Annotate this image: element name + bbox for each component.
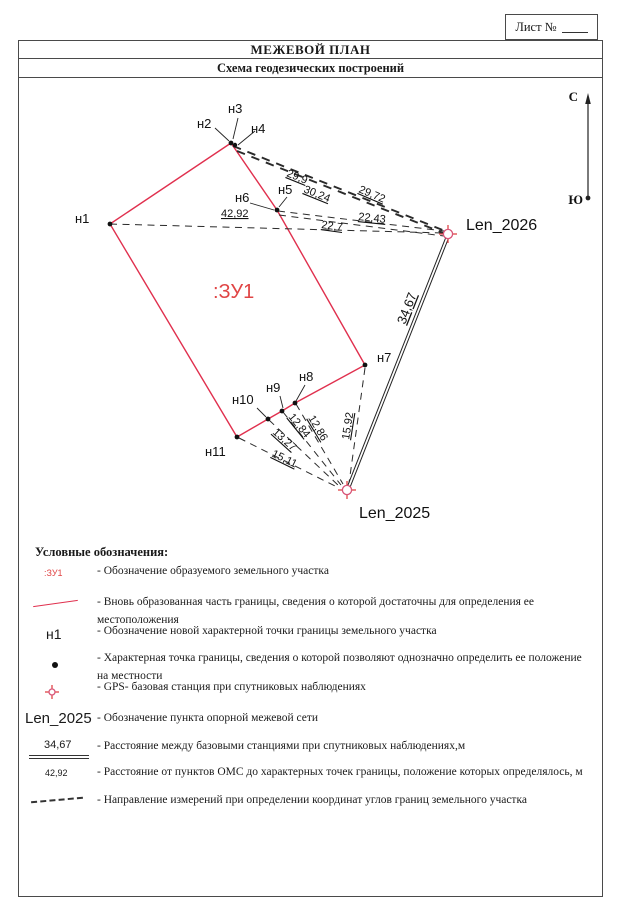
label-n2: н2: [197, 116, 212, 131]
dist-29-72: 29,72: [356, 183, 387, 206]
dist-22-7: 22,7: [320, 219, 344, 234]
sheet-number-label: Лист №: [515, 19, 557, 34]
legend-symbol-double-line-icon: [29, 755, 89, 759]
dist-15-11: 15,11: [269, 447, 299, 471]
compass-north-label: С: [568, 89, 578, 104]
dist-15-92: 15,92: [340, 411, 357, 441]
point-n11: [235, 435, 240, 440]
legend-title: Условные обозначения:: [35, 545, 169, 559]
label-n10: н10: [232, 392, 254, 407]
point-n2: [229, 141, 234, 146]
legend-text-characteristic-point: - Характерная точка границы, сведения о которой позволяют однозначно определить ее положение на местности: [97, 652, 582, 683]
legend-text-baseline-distance: - Расстояние между базовыми станциями при спутниковых наблюдениях,м: [97, 740, 466, 752]
legend-text-parcel: - Обозначение образуемого земельного участка: [97, 565, 329, 577]
document-subtitle: Схема геодезических построений: [18, 58, 603, 78]
label-n11: н11: [205, 444, 226, 459]
leader-n10: [257, 408, 266, 417]
legend-symbol-oms-distance: 42,92: [45, 768, 68, 778]
sheet-number-blank: [562, 22, 588, 33]
baseline-len2026-len2025: [347, 235, 450, 489]
leader-n6: [250, 203, 274, 210]
leader-n3: [233, 118, 238, 139]
label-n4: н4: [251, 121, 266, 136]
legend-symbol-parcel: :ЗУ1: [44, 568, 63, 578]
legend-symbol-station-name: Len_2025: [25, 710, 92, 727]
label-n7: н7: [377, 350, 392, 365]
ray-n8-len2025: [296, 404, 343, 484]
leader-n5: [279, 197, 287, 207]
point-n7: [363, 363, 368, 368]
point-n8: [293, 401, 298, 406]
leader-n2: [215, 128, 229, 141]
legend-text-new-boundary: - Вновь образованная часть границы, сведения о которой достаточны для определения ее местоположения: [97, 596, 535, 627]
point-n5-n6: [275, 208, 280, 213]
dist-13-27: 13,27: [269, 426, 299, 454]
gps-station-len2025-icon: [338, 481, 356, 499]
label-n8: н8: [299, 369, 314, 384]
legend-symbol-baseline-distance: 34,67: [44, 739, 72, 751]
leader-n9: [280, 396, 283, 408]
label-n9: н9: [266, 380, 281, 395]
label-n3: н3: [228, 101, 243, 116]
label-n6: н6: [235, 190, 250, 205]
north-arrowhead-icon: [585, 93, 591, 104]
label-n5: н5: [278, 182, 293, 197]
legend-text-station-name: - Обозначение пункта опорной межевой сети: [97, 712, 319, 724]
dist-22-43: 22,43: [357, 211, 387, 226]
compass-south-label: Ю: [568, 192, 583, 207]
point-n1: [108, 222, 113, 227]
label-n1: н1: [75, 211, 90, 226]
geodesic-scheme: [18, 78, 603, 540]
legend-text-measurement-direction: - Направление измерений при определении координат углов границ земельного участка: [97, 794, 527, 806]
ray-n2-len2026: [233, 146, 445, 231]
label-len2026: Len_2026: [466, 217, 538, 234]
point-n9: [280, 409, 285, 414]
north-arrow: [568, 89, 590, 207]
dist-29-9: 29,9: [284, 167, 310, 187]
legend-text-point-name: - Обозначение новой характерной точки границы земельного участка: [97, 625, 437, 637]
dist-12-84: 12,84: [285, 411, 313, 441]
sheet-number-box: [505, 14, 598, 40]
legend-symbol-gps-station-icon: [44, 684, 60, 705]
label-len2025: Len_2025: [359, 505, 431, 522]
dist-42-92: 42,92: [221, 208, 249, 220]
legend-text-oms-distance: - Расстояние от пунктов ОМС до характерных точек границы, положение которых определялось, м: [97, 766, 583, 778]
legend-symbol-characteristic-point-icon: [52, 662, 58, 668]
gps-station-len2026-icon: [439, 225, 457, 243]
legend-text-gps-station: - GPS- базовая станция при спутниковых наблюдениях: [97, 681, 366, 693]
parcel-label: :ЗУ1: [213, 281, 255, 303]
dist-34-67: 34,67: [393, 290, 420, 327]
dist-30-24: 30,24: [301, 183, 332, 206]
point-n10: [266, 417, 271, 422]
dist-12-86: 12,86: [305, 413, 330, 444]
document-title: МЕЖЕВОЙ ПЛАН: [18, 40, 603, 59]
point-n3-n4: [233, 143, 237, 147]
legend-symbol-point-name: н1: [46, 626, 62, 642]
